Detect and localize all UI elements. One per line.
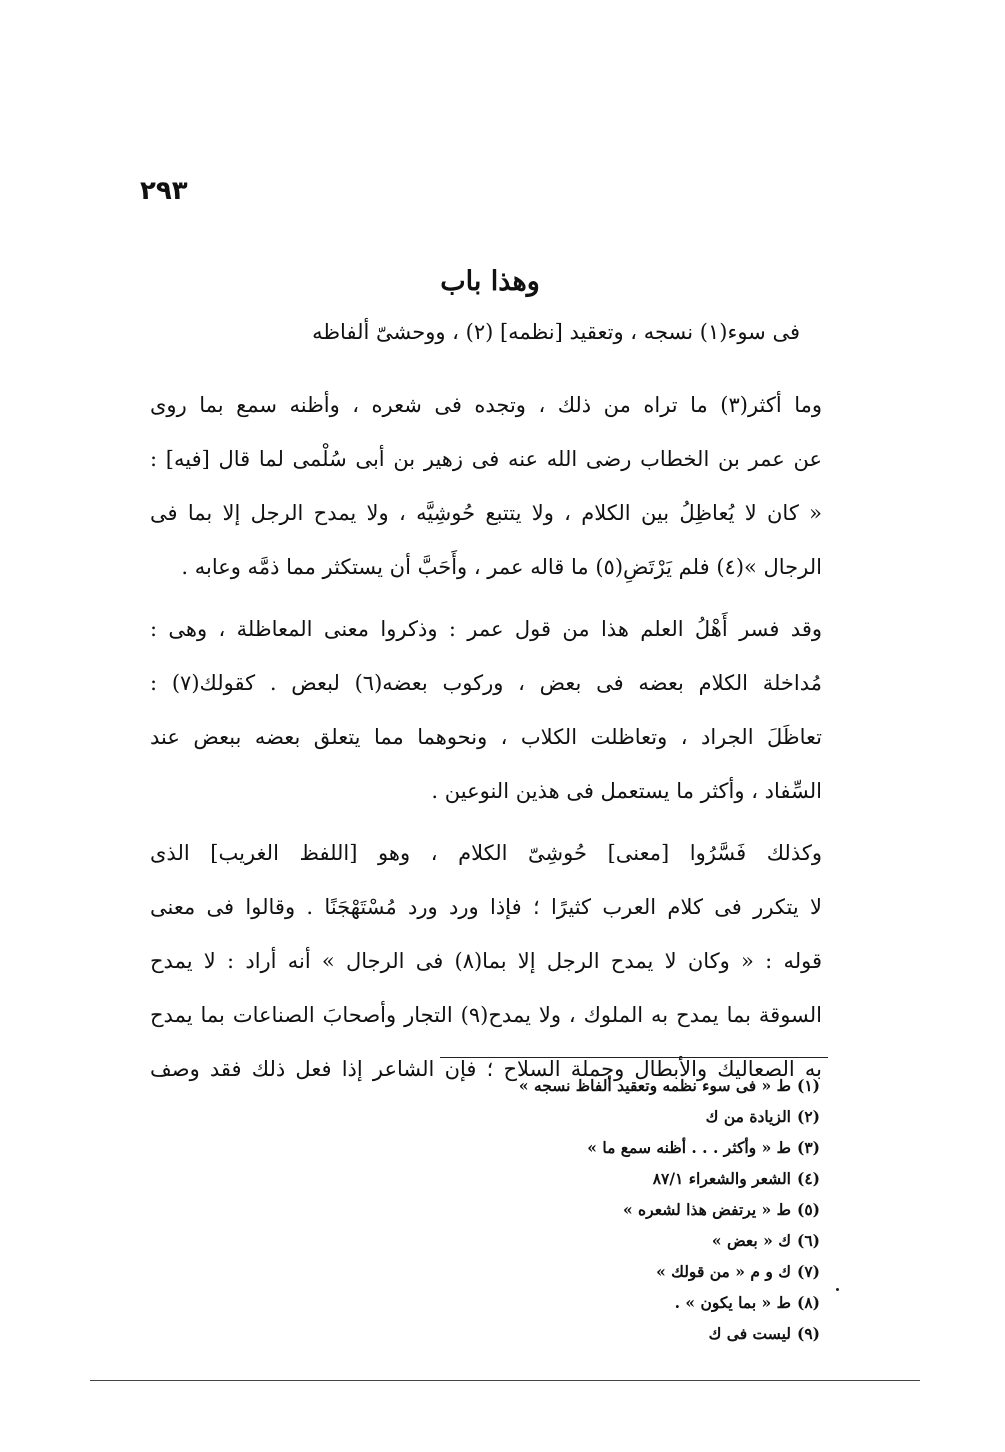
text-line: « كان لا يُعاظِلُ بين الكلام ، ولا يتتبع حُوشِيَّه ، ولا يمدح الرجل إلا بما فى: [150, 501, 822, 525]
margin-mark: [836, 1288, 839, 1291]
page-number: ٢٩٣: [140, 176, 188, 206]
text-line: قوله : « وكان لا يمدح الرجل إلا بما(٨) فى الرجال » أنه أراد : لا يمدح: [150, 949, 822, 973]
footnote-number: (٣): [796, 1138, 820, 1157]
text-line: الرجال »(٤) فلم يَرْتَضِ(٥) ما قاله عمر ، وأَحَبَّ أن يستكثر مما ذمَّه وعابه .: [181, 555, 822, 579]
footnote-text: ط « بما يكون » .: [674, 1293, 791, 1312]
page-bottom-rule: [90, 1380, 920, 1381]
footnote-number: (١): [796, 1076, 820, 1095]
footnote: [400, 1194, 820, 1225]
footnote-number: (٧): [796, 1262, 820, 1281]
paragraph: [150, 602, 822, 818]
footnote-number: (٥): [796, 1200, 820, 1219]
footnote-text: الشعر والشعراء ٨٧/١: [652, 1169, 791, 1188]
footnote: [400, 1070, 820, 1101]
footnote: [400, 1132, 820, 1163]
text-line: مُداخلة الكلام بعضه فى بعض ، وركوب بعضه(٦) لبعض . كقولك(٧) :: [150, 671, 822, 695]
text-line: لا يتكرر فى كلام العرب كثيرًا ؛ فإذا ورد ورد مُسْتَهْجَنًا . وقالوا فى معنى: [150, 895, 822, 919]
footnote-text: ط « فى سوء نظمه وتعقيد ألفاظ نسجه »: [518, 1076, 791, 1095]
footnote-text: ليست فى ك: [708, 1324, 791, 1343]
footnote-text: ك و م « من قولك »: [656, 1262, 791, 1281]
footnote-number: (٤): [796, 1169, 820, 1188]
body-text: [150, 378, 822, 1104]
footnote-number: (٩): [796, 1324, 820, 1343]
paragraph: [150, 378, 822, 594]
footnote-text: ط « يرتفض هذا لشعره »: [622, 1200, 791, 1219]
footnotes: [400, 1070, 820, 1349]
text-line: تعاظَلَ الجراد ، وتعاظلت الكلاب ، ونحوهما مما يتعلق بعضه ببعض عند: [150, 725, 822, 749]
text-line: السوقة بما يمدح به الملوك ، ولا يمدح(٩) التجار وأصحابَ الصناعات بما يمدح: [150, 1003, 823, 1027]
paragraph: [150, 826, 822, 1096]
text-line: به الصعاليك والأبطال وحملة السلاح ؛ فإن الشاعر إذا فعل ذلك فقد وصف: [150, 1057, 822, 1081]
footnote-divider: [440, 1057, 828, 1058]
text-line: وقد فسر أَهْلُ العلم هذا من قول عمر : وذكروا معنى المعاظلة ، وهى :: [150, 617, 822, 641]
footnote: [400, 1287, 820, 1318]
text-line: وما أكثر(٣) ما تراه من ذلك ، وتجده فى شعره ، وأظنه سمع بما روى: [150, 393, 822, 417]
footnote-text: ط « وأكثر . . . أظنه سمع ما »: [587, 1138, 791, 1157]
text-line: وكذلك فَسَّرُوا [معنى] حُوشِىّ الكلام ، وهو [اللفظ الغريب] الذى: [150, 841, 822, 865]
footnote-number: (٦): [796, 1231, 820, 1250]
footnote: [400, 1163, 820, 1194]
footnote: [400, 1318, 820, 1349]
footnote-text: ك « بعض »: [711, 1231, 791, 1250]
footnote: [400, 1101, 820, 1132]
footnote-text: الزيادة من ك: [705, 1107, 791, 1126]
footnote: [400, 1225, 820, 1256]
section-subtitle: فى سوء(١) نسجه ، وتعقيد [نظمه] (٢) ، ووحشىّ ألفاظه: [312, 320, 800, 344]
footnote-number: (٨): [796, 1293, 820, 1312]
footnote-number: (٢): [796, 1107, 820, 1126]
footnote: [400, 1256, 820, 1287]
text-line: عن عمر بن الخطاب رضى الله عنه فى زهير بن أبى سُلْمى لما قال [فيه] :: [150, 447, 822, 471]
section-title: وهذا باب: [440, 266, 540, 297]
text-line: السِّفاد ، وأكثر ما يستعمل فى هذين النوعين .: [431, 779, 822, 803]
